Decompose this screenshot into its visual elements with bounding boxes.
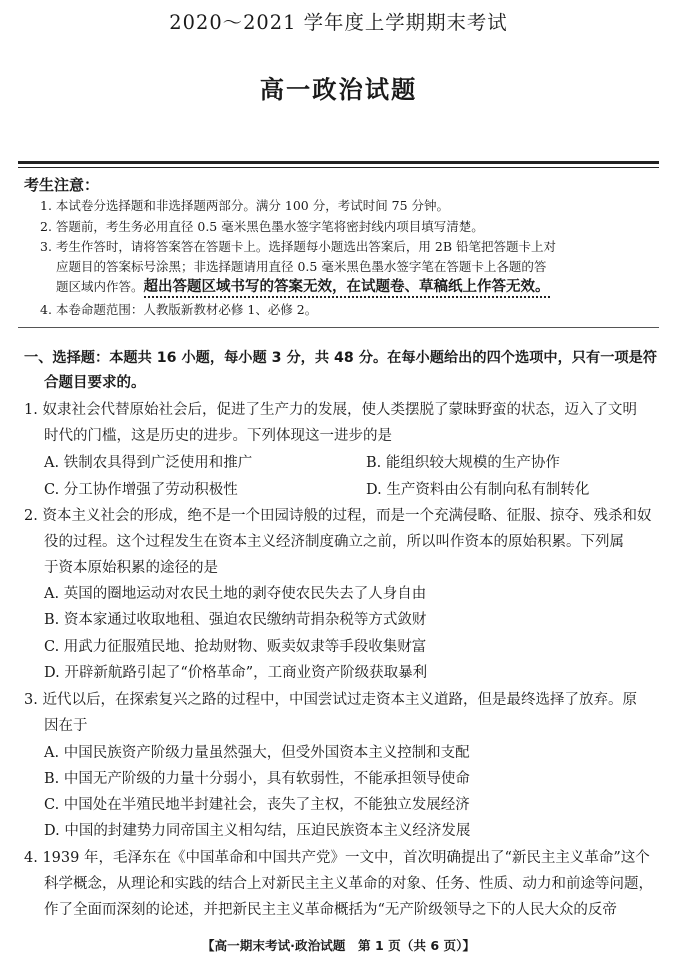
notice-item-3-plain: 题区域内作答。 [56,279,144,294]
page-footer: 【高一期末考试·政治试题 第 1 页（共 6 页）】 [201,938,476,953]
divider-thick [18,161,659,164]
q1-stem-line-1: 1. 奴隶社会代替原始社会后，促进了生产力的发展，使人类摆脱了蒙昧野蛮的状态，迈入了文明 [24,402,637,418]
section-heading-line-1: 一、选择题：本题共 16 小题，每小题 3 分，共 48 分。在每小题给出的四个选项中，只有一项是符 [24,350,658,366]
notice-item-1: 1. 本试卷分选择题和非选择题两部分。满分 100 分，考试时间 75 分钟。 [40,198,450,213]
q4-stem-line-2: 科学概念，从理论和实践的结合上对新民主主义革命的对象、任务、性质、动力和前途等问题， [44,876,653,892]
q2-stem-line-2: 役的过程。这个过程发生在资本主义经济制度确立之前，所以叫作资本的原始积累。下列属 [44,534,624,550]
exam-title: 2020～2021 学年度上学期期末考试 [169,11,508,34]
q3-option-c: C. 中国处在半殖民地半封建社会，丧失了主权，不能独立发展经济 [44,797,470,813]
q2-option-b: B. 资本家通过收取地租、强迫农民缴纳苛捐杂税等方式敛财 [44,612,427,628]
divider-thin [18,167,659,168]
notice-heading: 考生注意： [24,176,100,194]
q2-option-c: C. 用武力征服殖民地、抢劫财物、贩卖奴隶等手段收集财富 [44,639,427,655]
q3-option-d: D. 中国的封建势力同帝国主义相勾结，压迫民族资本主义经济发展 [44,823,471,839]
q2-option-a: A. 英国的圈地运动对农民土地的剥夺使农民失去了人身自由 [44,586,427,602]
notice-item-3-line-3 [56,275,550,296]
q3-option-b: B. 中国无产阶级的力量十分弱小，具有软弱性，不能承担领导使命 [44,771,470,787]
divider-bottom [18,327,659,328]
q4-stem-line-1: 4. 1939 年，毛泽东在《中国革命和中国共产党》一文中，首次明确提出了“新民主主义革命”这个 [24,850,650,866]
q3-stem-line-2: 因在于 [44,718,88,734]
q1-option-b: B. 能组织较大规模的生产协作 [366,455,560,471]
q1-stem-line-2: 时代的门槛，这是历史的进步。下列体现这一进步的是 [44,428,392,444]
notice-item-3-line-2: 应题目的答案标号涂黑；非选择题请用直径 0.5 毫米黑色墨水签字笔在答题卡上各题的答 [56,259,547,274]
q3-option-a: A. 中国民族资产阶级力量虽然强大，但受外国资本主义控制和支配 [44,745,470,761]
q2-option-d: D. 开辟新航路引起了“价格革命”，工商业资产阶级获取暴利 [44,665,428,681]
q4-stem-line-3: 作了全面而深刻的论述，并把新民主主义革命概括为“无产阶级领导之下的人民大众的反帝 [44,902,617,918]
q2-stem-line-1: 2. 资本主义社会的形成，绝不是一个田园诗般的过程，而是一个充满侵略、征服、掠夺、残杀和奴 [24,508,652,524]
notice-item-3-line-1: 3. 考生作答时，请将答案答在答题卡上。选择题每小题选出答案后，用 2B 铅笔把答题卡上对 [40,239,556,254]
q1-option-d: D. 生产资料由公有制向私有制转化 [366,482,590,498]
q1-option-a: A. 铁制农具得到广泛使用和推广 [44,455,253,471]
notice-item-2: 2. 答题前，考生务必用直径 0.5 毫米黑色墨水签字笔将密封线内项目填写清楚。 [40,219,484,234]
notice-item-4: 4. 本卷命题范围：人教版新教材必修 1、必修 2。 [40,302,318,317]
q3-stem-line-1: 3. 近代以后，在探索复兴之路的过程中，中国尝试过走资本主义道路，但是最终选择了放弃。原 [24,692,637,708]
q1-option-c: C. 分工协作增强了劳动积极性 [44,482,238,498]
section-heading-line-2: 合题目要求的。 [44,375,146,391]
subject-title: 高一政治试题 [259,75,418,104]
q2-stem-line-3: 于资本原始积累的途径的是 [44,560,218,576]
notice-item-3-emphasis: 超出答题区域书写的答案无效，在试题卷、草稿纸上作答无效。 [144,279,550,298]
